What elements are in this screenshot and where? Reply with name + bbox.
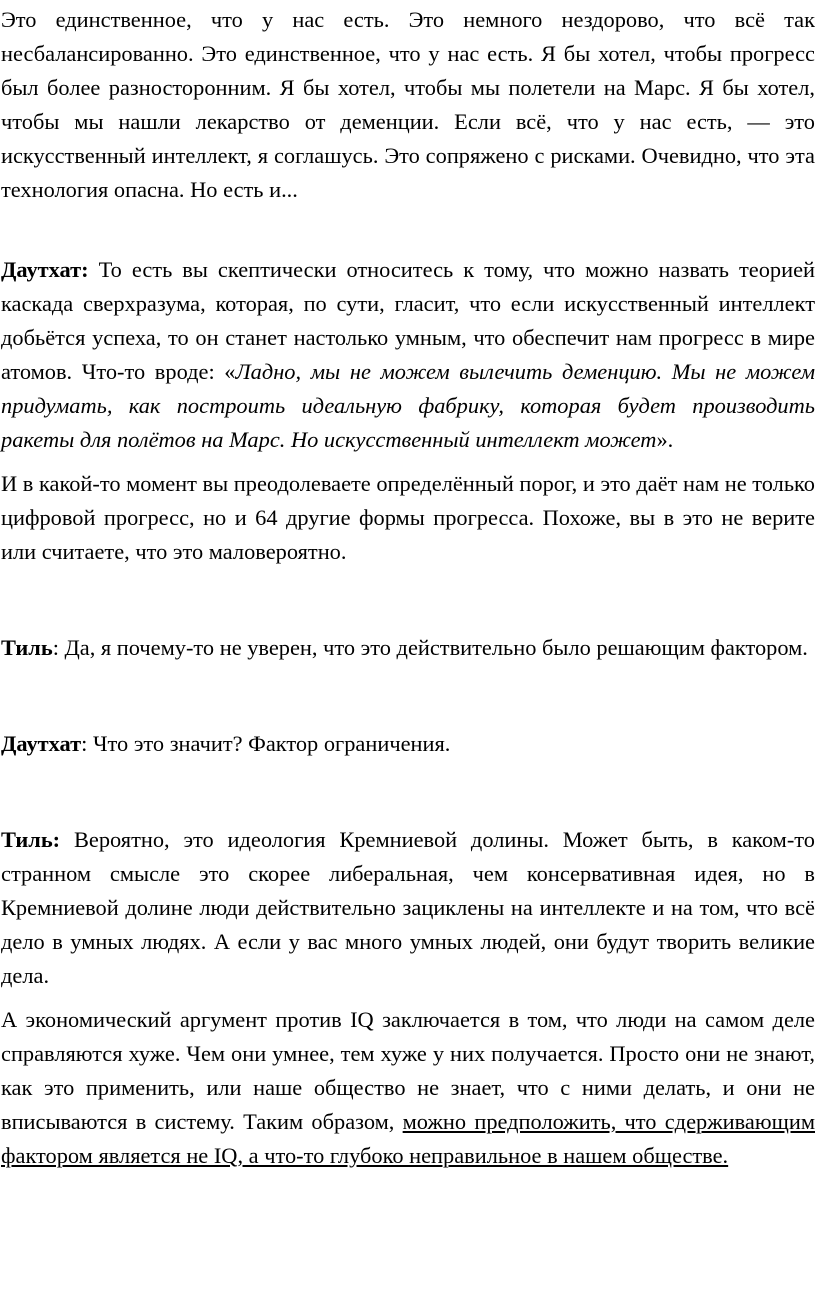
- quote-end: ».: [656, 427, 674, 452]
- blank-line: [1, 675, 815, 727]
- paragraph-dauthat-followup: [1, 727, 815, 761]
- speaker-name: Тиль: [1, 635, 53, 660]
- paragraph-thiel-reply: [1, 631, 815, 665]
- blank-line: [1, 217, 815, 253]
- paragraph-text: Вероятно, это идеология Кремниевой долины. Может быть, в каком-то странном смысле это скорее либеральная, чем консервативная идея, но в Кремниевой долине люди действительно зациклены на интеллекте и на том, что всё дело в умных людях. А если у вас много умных людей, они будут творить великие дела.: [1, 827, 815, 988]
- paragraph-text: То есть вы скептически относитесь к тому, что можно назвать теорией каскада сверхразума, которая, по сути, гласит, что если искусственный интеллект добьётся успеха, то он станет настолько умным, что обеспечит нам прогресс в мире атомов. Что-то вроде: «: [1, 257, 815, 384]
- speaker-name: Тиль:: [1, 827, 61, 852]
- paragraph-threshold: И в какой-то момент вы преодолеваете определённый порог, и это даёт нам не только цифровой прогресс, но и 64 другие формы прогресса. Похоже, вы в это не верите или считаете, что это маловероятно.: [1, 471, 815, 564]
- paragraph-text: : Что это значит? Фактор ограничения.: [81, 731, 451, 756]
- underlined-conclusion: можно предположить, что сдерживающим фактором является не IQ, а что-то глубоко неправильное в нашем обществе.: [1, 1109, 815, 1168]
- speaker-name: Даутхат: [1, 731, 82, 756]
- paragraph-iq-argument: [1, 1003, 815, 1173]
- paragraph-intro: Это единственное, что у нас есть. Это немного нездорово, что всё так несбалансированно. Это единственное, что у нас есть. Я бы хотел, чтобы прогресс был более разносторонним. Я бы хотел, чтобы мы полетели на Марс. Я бы хотел, чтобы мы нашли лекарство от деменции. Если всё, что у нас есть, — это искусственный интеллект, я соглашусь. Это сопряжено с рисками. Очевидно, что эта технология опасна. Но есть и...: [1, 7, 815, 202]
- italic-quote: Ладно, мы не можем вылечить деменцию. Мы не можем придумать, как построить идеальную фабрику, которая будет производить ракеты для полётов на Марс. Но искусственный интеллект может: [1, 359, 815, 452]
- paragraph-dauthat-question: [1, 253, 815, 457]
- paragraph-thiel-silicon-valley: [1, 823, 815, 993]
- blank-line: [1, 579, 815, 631]
- paragraph-text: А экономический аргумент против IQ заключается в том, что люди на самом деле справляются хуже. Чем они умнее, тем хуже у них получается. Просто они не знают, как это применить, или наше общество не знает, что с ними делать, и они не вписываются в систему. Таким образом,: [1, 1007, 815, 1134]
- speaker-name: Даутхат:: [1, 257, 89, 282]
- blank-line: [1, 771, 815, 823]
- paragraph-text: : Да, я почему-то не уверен, что это действительно было решающим фактором.: [52, 635, 808, 660]
